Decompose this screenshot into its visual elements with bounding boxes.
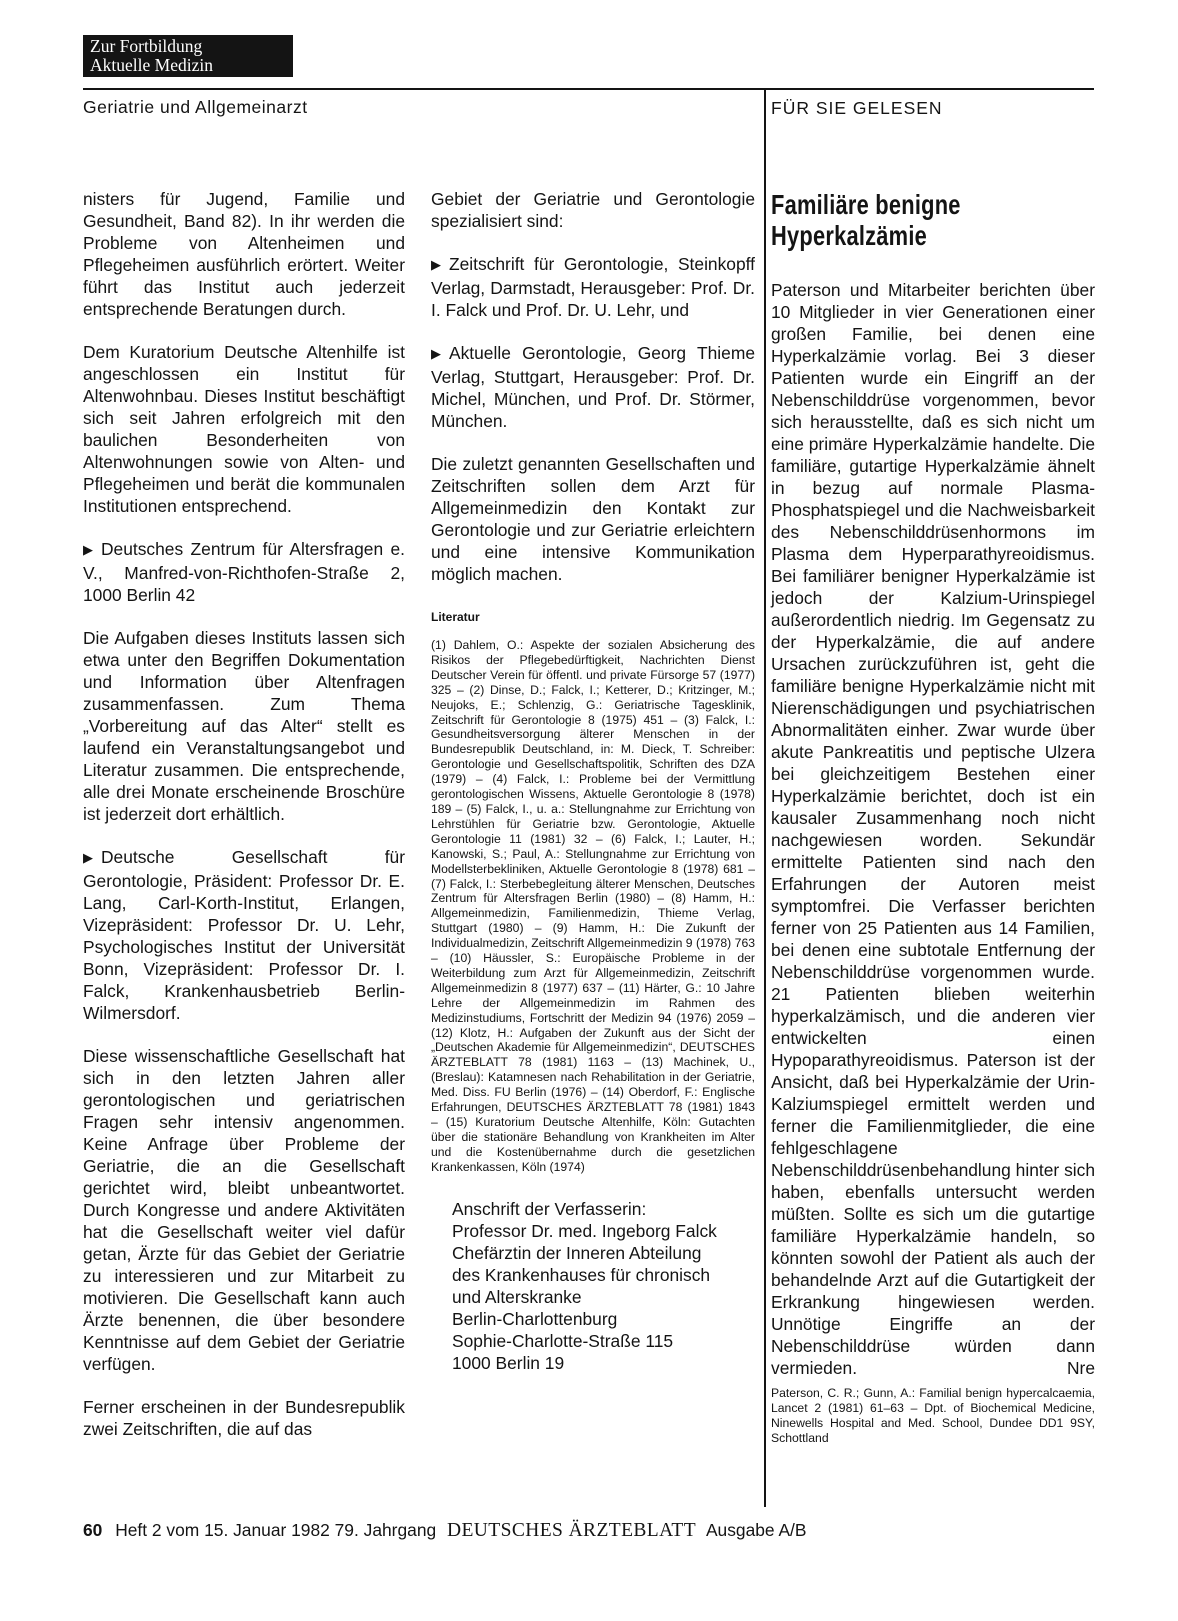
address-line: Chefärztin der Inneren Abteilung (452, 1242, 702, 1263)
author-address (452, 1198, 755, 1374)
paragraph: Die zuletzt genannten Gesellschaften und Zeitschriften sollen dem Arzt für Allgemeinmedizin den Kontakt zur Gerontologie und zur Geriatrie erleichtern und eine intensive Kommunikation möglich machen. (431, 454, 755, 584)
article-body (771, 279, 1095, 1379)
column-3 (771, 189, 1095, 1446)
address-line: und Alterskranke (452, 1286, 582, 1307)
article-title (771, 189, 1099, 251)
edition-info: Ausgabe A/B (705, 1520, 807, 1540)
section-title-right: FÜR SIE GELESEN (771, 98, 943, 118)
address-line: Professor Dr. med. Ingeborg Falck (452, 1220, 717, 1241)
bullet-paragraph (83, 846, 405, 1024)
paragraph: Die Aufgaben dieses Instituts lassen sich etwa unter den Begriffen Dokumentation und Information über Altenfragen zusammenfassen. Zum Thema „Vorbereitung auf das Alter“ stellt es laufend ein Veranstaltungsangebot und Literatur zusammen. Die entsprechende, alle drei Monate erscheinende Broschüre ist jederzeit dort erhältlich. (83, 628, 405, 824)
column-1 (83, 188, 405, 1461)
paragraph-text: Zeitschrift für Gerontologie, Steinkopff Verlag, Darmstadt, Herausgeber: Prof. Dr. I. Falck und Prof. Dr. U. Lehr, und (431, 254, 755, 320)
paragraph: Gebiet der Geriatrie und Gerontologie spezialisiert sind: (431, 189, 755, 231)
address-line: des Krankenhauses für chronisch (452, 1264, 711, 1285)
paragraph: Ferner erscheinen in der Bundesrepublik zwei Zeitschriften, die auf das (83, 1397, 405, 1439)
paragraph-text: Aktuelle Gerontologie, Georg Thieme Verlag, Stuttgart, Herausgeber: Prof. Dr. Michel, München, und Prof. Dr. Störmer, München. (431, 343, 755, 431)
article-body-text: Paterson und Mitarbeiter berichten über 10 Mitglieder in vier Generationen einer großen Familie, bei denen eine Hyperkalzämie vorlag. Bei 3 dieser Patienten wurde ein Eingriff an der Nebenschilddrüse vorgenommen, bevor sich herausstellte, daß es sich nicht um eine primäre Hyperkalzämie handelte. Die familiäre, gutartige Hyperkalzämie ähnelt in bezug auf normale Plasma-Phosphatspiegel und die Nachweisbarkeit des Nebenschilddrüsenhormons im Plasma dem Hyperparathyreoidismus. Bei familiärer benigner Hyperkalzämie ist jedoch der Kalzium-Urinspiegel außerordentlich niedrig. Im Gegensatz zu der Hyperkalzämie, die auf andere Ursachen zurückzuführen ist, geht die familiäre benigne Hyperkalzämie nicht mit Nierenschädigungen und psychiatrischen Abnormalitäten einher. Zwar wurde über akute Pankreatitis und peptische Ulzera bei gleichzeitigem Bestehen einer Hyperkalzämie berichtet, doch ist ein kausaler Zusammenhang noch nicht nachgewiesen worden. Sekundär ermittelte Patienten sind nach den Erfahrungen der Autoren meist symptomfrei. Die Verfasser berichten ferner von 25 Patienten aus 14 Familien, bei denen eine subtotale Entfernung der Nebenschilddrüse vorgenommen wurde. 21 Patienten blieben weiterhin hyperkalzämisch, und die anderen vier entwickelten einen Hypoparathyreoidismus. Paterson ist der Ansicht, daß bei Hyperkalzämie der Urin-Kalziumspiegel ermittelt werden und ferner die Familienmitglieder, die eine fehlgeschlagene Nebenschilddrüsenbehandlung hinter sich haben, ebenfalls untersucht werden müßten. Sollte es sich um die gutartige familiäre Hyperkalzämie handeln, so könnten sowohl der Patient als auch der behandelnde Arzt auf die Gutartigkeit der Erkrankung hingewiesen werden. Unnötige Eingriffe an der Nebenschilddrüse würden dann vermieden. (771, 280, 1095, 1378)
publication-name: DEUTSCHES ÄRZTEBLATT (447, 1520, 697, 1541)
rubric-line-2: Aktuelle Medizin (90, 55, 213, 75)
paragraph-text: Deutsche Gesellschaft für Gerontologie, Präsident: Professor Dr. E. Lang, Carl-Korth-Institut, Erlangen, Vizepräsident: Professor Dr. U. Lehr, Psychologisches Institut der Universität Bonn, Vizepräsident: Professor Dr. I. Falck, Krankenhausbetrieb Berlin-Wilmersdorf. (83, 847, 405, 1023)
literature-heading: Literatur (431, 610, 480, 624)
triangle-bullet-icon: ▶ (431, 346, 441, 361)
reference-list: (1) Dahlem, O.: Aspekte der sozialen Absicherung des Risikos der Pflegebedürftigkeit, Nachrichten Dienst Deutscher Verein für öffentl. und private Fürsorge 57 (1977) 325 – (2) Dinse, D.; Falck, I.; Ketterer, D.; Kritzinger, M.; Neujoks, E.; Schlenzig, G.: Geriatrische Tagesklinik, Zeitschrift für Gerontologie 8 (1975) 451 – (3) Falck, I.: Gesundheitsversorgung älterer Menschen in der Bundesrepublik Deutschland, in: M. Dieck, T. Schreiber: Gerontologie und Gesellschaftspolitik, Schriften des DZA (1979) – (4) Falck, I.: Probleme bei der Vermittlung gerontologischen Wissens, Aktuelle Gerontologie 8 (1978) 189 – (5) Falck, I., u. a.: Stellungnahme zur Errichtung von Lehrstühlen für Geriatrie bzw. Gerontologie, Aktuelle Gerontologie 11 (1981) 32 – (6) Falck, I.; Lauter, H.; Kanowski, S.; Paul, A.: Stellungnahme zur Errichtung von Modellsterbekliniken, Aktuelle Gerontologie 8 (1978) 681 – (7) Falck, I.: Sterbebegleitung älterer Menschen, Deutsches Zentrum für Altersfragen Berlin (1980) – (8) Hamm, H.: Allgemeinmedizin, Familienmedizin, Thieme Verlag, Stuttgart (1980) – (9) Hamm, H.: Die Zukunft der Individualmedizin, Zeitschrift Allgemeinmedizin 9 (1978) 763 – (10) Häussler, S.: Europäische Probleme in der Weiterbildung zum Arzt für Allgemeinmedizin, Zeitschrift Allgemeinmedizin 8 (1977) 637 – (11) Härter, G.: 10 Jahre Lehre der Allgemeinmedizin im Rahmen des Medizinstudiums, Fortschritt der Medizin 94 (1976) 2059 – (12) Klotz, H.: Aufgaben der Zukunft aus der Sicht der „Deutschen Akademie für Allgemeinmedizin“, DEUTSCHES ÄRZTEBLATT 78 (1981) 1163 – (13) Machinek, U., (Breslau): Katamnesen nach Rehabilitation in der Geriatrie, Med. Diss. FU Berlin (1976) – (14) Oberdorf, F.: Englische Erfahrungen, DEUTSCHES ÄRZTEBLATT 78 (1981) 1843 – (15) Kuratorium Deutsche Altenhilfe, Köln: Gutachten über die stationäre Behandlung von Krankheiten im Alter und die Kostenübernahme durch die gesetzlichen Krankenkassen, Köln (1974) (431, 638, 755, 1174)
address-line: 1000 Berlin 19 (452, 1352, 565, 1373)
triangle-bullet-icon: ▶ (431, 257, 441, 272)
section-title-left: Geriatrie und Allgemeinarzt (83, 97, 308, 117)
article-reference: Paterson, C. R.; Gunn, A.: Familial benign hypercalcaemia, Lancet 2 (1981) 61–63 – Dpt. of Biochemical Medicine, Ninewells Hospital and Med. School, Dundee DD1 9SY, Schottland (771, 1386, 1095, 1445)
column-2 (431, 188, 755, 1374)
page-number: 60 (83, 1520, 103, 1540)
triangle-bullet-icon: ▶ (83, 542, 93, 557)
bullet-paragraph (431, 253, 755, 321)
address-line: Berlin-Charlottenburg (452, 1308, 618, 1329)
paragraph: Diese wissenschaftliche Gesellschaft hat sich in den letzten Jahren aller gerontologischen und geriatrischen Fragen sehr intensiv angenommen. Keine Anfrage über Probleme der Geriatrie, die an die Gesellschaft gerichtet wird, bleibt unbeantwortet. Durch Kongresse und andere Aktivitäten hat die Gesellschaft weiter viel dafür getan, Ärzte für das Gebiet der Geriatrie zu interessieren und zur Mitarbeit zu motivieren. Die Gesellschaft kann auch Ärzte benennen, die über besondere Kenntnisse auf dem Gebiet der Geriatrie verfügen. (83, 1046, 405, 1374)
issue-info: Heft 2 vom 15. Januar 1982 79. Jahrgang (115, 1520, 437, 1540)
bullet-paragraph (431, 342, 755, 432)
rubric-line-1: Zur Fortbildung (90, 36, 203, 56)
bullet-paragraph (83, 538, 405, 606)
title-line-1: Familiäre benigne (771, 189, 961, 220)
triangle-bullet-icon: ▶ (83, 850, 93, 865)
paragraph-text: Deutsches Zentrum für Altersfragen e. V., Manfred-von-Richthofen-Straße 2, 1000 Berlin 42 (83, 539, 405, 605)
column-divider (764, 89, 766, 1507)
address-line: Anschrift der Verfasserin: (452, 1198, 647, 1219)
paragraph: nisters für Jugend, Familie und Gesundheit, Band 82). In ihr werden die Probleme von Altenheimen und Pflegeheimen ausführlich erörtert. Weiter führt das Institut auch jederzeit entsprechende Beratungen durch. (83, 189, 405, 319)
paragraph: Dem Kuratorium Deutsche Altenhilfe ist angeschlossen ein Institut für Altenwohnbau. Dieses Institut beschäftigt sich seit Jahren erfolgreich mit den baulichen Besonderheiten von Altenwohnungen sowie von Alten- und Pflegeheimen und berät die kommunalen Institutionen entsprechend. (83, 342, 405, 516)
address-line: Sophie-Charlotte-Straße 115 (452, 1330, 674, 1351)
title-line-2: Hyperkalzämie (771, 220, 928, 251)
rubric-label (83, 35, 293, 77)
page-footer (83, 1520, 807, 1542)
top-rule (83, 88, 1094, 90)
author-signature: Nre (1066, 1358, 1095, 1378)
